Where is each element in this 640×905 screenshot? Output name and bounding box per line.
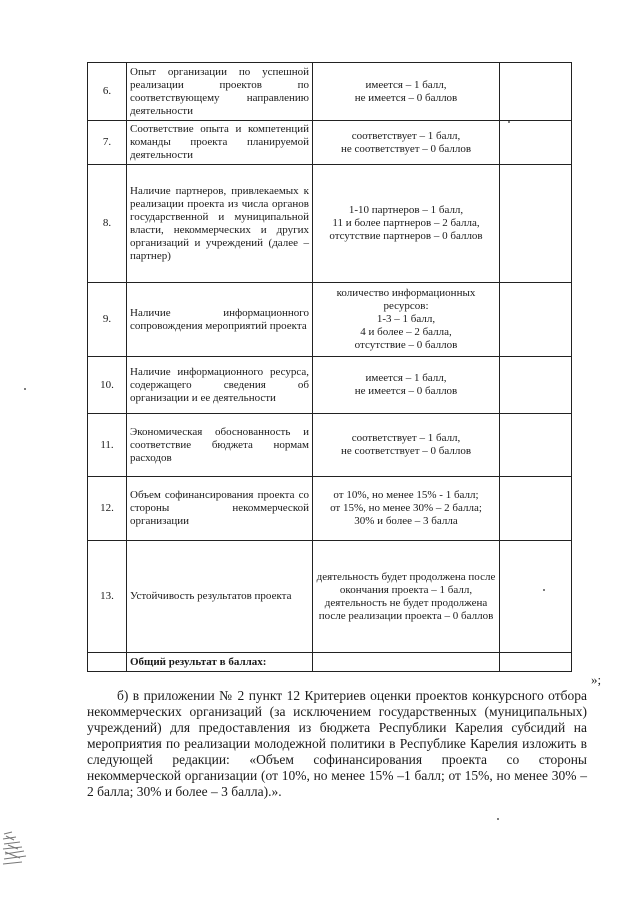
criterion-row: [88, 414, 572, 477]
amendment-paragraph: б) в приложении № 2 пункт 12 Критериев оценки проектов конкурсного отбора некоммерческих организаций (за исключением государственных (муниципальных) учреждений) для предоставления из бюджета Республики Карелия субсидий на мероприятия по реализации молодежной политики в Республике Карелия изложить в следующей редакции: «Объем софинансирования проекта со стороны некоммерческой организации (от 10%, но менее 15% –1 балл; от 15%, но менее 30% – 2 балла; 30% и более – 3 балла).».: [87, 688, 587, 799]
scan-speck: [497, 818, 499, 820]
closing-quote-mark: »;: [591, 672, 602, 687]
criterion-scoring: количество информационных ресурсов: 1-3 – 1 балл, 4 и более – 2 балла, отсутствие – 0 баллов: [313, 283, 500, 357]
criterion-row: [88, 541, 572, 653]
criterion-number: 11.: [88, 414, 127, 477]
scan-speck: [508, 121, 510, 123]
total-label: Общий результат в баллах:: [127, 653, 313, 672]
criteria-table-body: [88, 63, 572, 672]
criterion-points-cell: [500, 477, 572, 541]
criterion-name: Наличие партнеров, привлекаемых к реализации проекта из числа органов государственной и муниципальной власти, некоммерческих и других организаций и учреждений (далее – партнер): [127, 165, 313, 283]
total-points-cell: [500, 653, 572, 672]
criterion-scoring: соответствует – 1 балл, не соответствует – 0 баллов: [313, 121, 500, 165]
scan-speck: [24, 388, 26, 390]
criterion-number: 7.: [88, 121, 127, 165]
criterion-number: 13.: [88, 541, 127, 653]
criterion-scoring: имеется – 1 балл, не имеется – 0 баллов: [313, 357, 500, 414]
criterion-points-cell: [500, 283, 572, 357]
criterion-name: Объем софинансирования проекта со стороны некоммерческой организации: [127, 477, 313, 541]
criterion-scoring: деятельность будет продолжена после окончания проекта – 1 балл, деятельность не будет продолжена после реализации проекта – 0 баллов: [313, 541, 500, 653]
criterion-number: 12.: [88, 477, 127, 541]
total-scoring-cell: [313, 653, 500, 672]
criterion-row: [88, 477, 572, 541]
criterion-name: Устойчивость результатов проекта: [127, 541, 313, 653]
criterion-scoring: от 10%, но менее 15% - 1 балл; от 15%, но менее 30% – 2 балла; 30% и более – 3 балла: [313, 477, 500, 541]
criterion-scoring: имеется – 1 балл, не имеется – 0 баллов: [313, 63, 500, 121]
criterion-points-cell: [500, 414, 572, 477]
criterion-name: Опыт организации по успешной реализации проектов по соответствующему направлению деятельности: [127, 63, 313, 121]
criterion-points-cell: [500, 165, 572, 283]
scan-artifact: [2, 830, 28, 870]
criterion-name: Наличие информационного ресурса, содержащего сведения об организации и ее деятельности: [127, 357, 313, 414]
criterion-number: 10.: [88, 357, 127, 414]
criterion-name: Соответствие опыта и компетенций команды проекта планируемой деятельности: [127, 121, 313, 165]
criterion-number: 9.: [88, 283, 127, 357]
criterion-points-cell: [500, 541, 572, 653]
criterion-number: 8.: [88, 165, 127, 283]
criterion-scoring: 1-10 партнеров – 1 балл, 11 и более партнеров – 2 балла, отсутствие партнеров – 0 баллов: [313, 165, 500, 283]
criterion-row: [88, 283, 572, 357]
criterion-points-cell: [500, 63, 572, 121]
criterion-number: 6.: [88, 63, 127, 121]
criterion-name: Наличие информационного сопровождения мероприятий проекта: [127, 283, 313, 357]
criterion-row: [88, 165, 572, 283]
total-number-cell: [88, 653, 127, 672]
criteria-table: [87, 62, 572, 672]
criterion-scoring: соответствует – 1 балл, не соответствует – 0 баллов: [313, 414, 500, 477]
criterion-points-cell: [500, 121, 572, 165]
total-row: [88, 653, 572, 672]
criterion-name: Экономическая обоснованность и соответствие бюджета нормам расходов: [127, 414, 313, 477]
criterion-row: [88, 63, 572, 121]
criterion-row: [88, 121, 572, 165]
criterion-row: [88, 357, 572, 414]
criterion-points-cell: [500, 357, 572, 414]
scan-speck: [543, 589, 545, 591]
